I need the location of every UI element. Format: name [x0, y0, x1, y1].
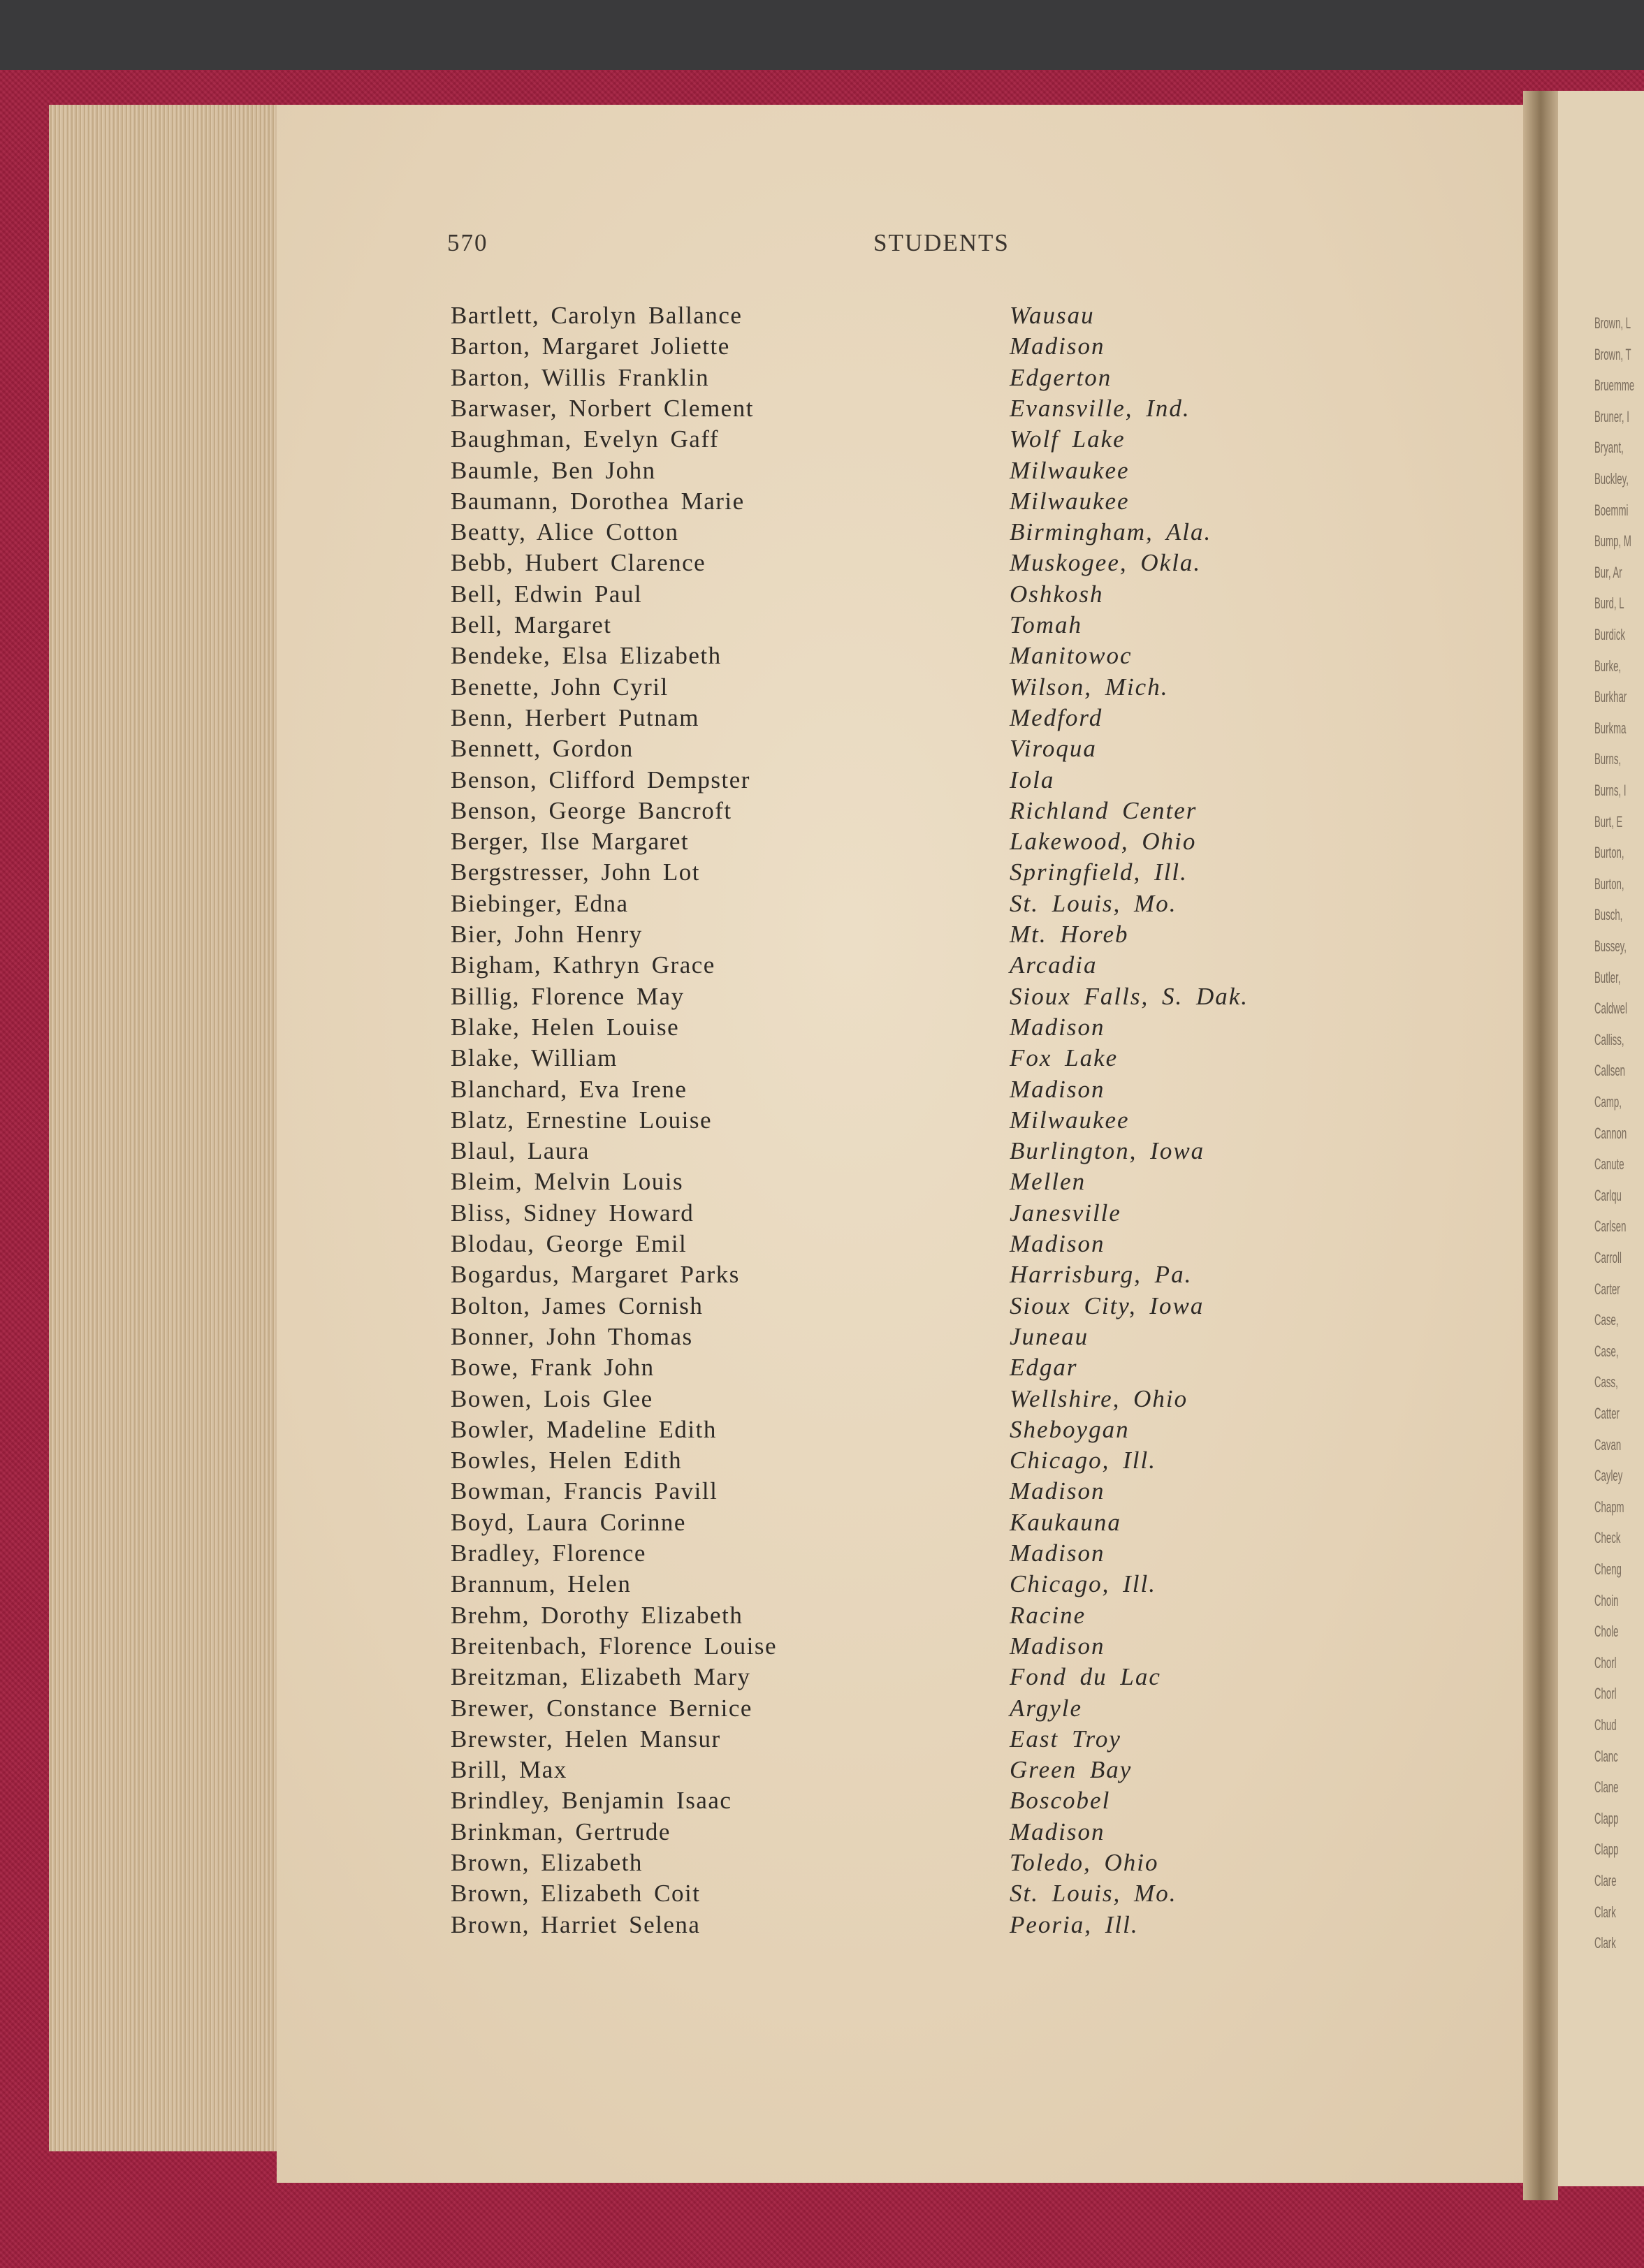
student-name: Barton, Margaret Joliette: [451, 332, 730, 360]
facing-page-stub: Cannon: [1594, 1124, 1627, 1142]
student-hometown: Janesville: [1010, 1199, 1121, 1227]
facing-page-stub: Burns,: [1594, 750, 1622, 768]
facing-page-stub: Bump, M: [1594, 532, 1631, 550]
student-hometown: Edgar: [1010, 1354, 1078, 1382]
student-hometown: Mt. Horeb: [1010, 921, 1129, 948]
student-hometown: Lakewood, Ohio: [1010, 828, 1197, 856]
facing-page-stub: Cheng: [1594, 1560, 1622, 1578]
student-name: Brewster, Helen Mansur: [451, 1725, 721, 1753]
student-hometown: Wilson, Mich.: [1010, 673, 1169, 701]
facing-page-stub: Brown, T: [1594, 345, 1631, 363]
student-hometown: Madison: [1010, 1230, 1105, 1257]
student-name: Bergstresser, John Lot: [451, 858, 700, 886]
student-name: Brill, Max: [451, 1756, 567, 1784]
facing-page-stub: Boemmi: [1594, 501, 1629, 519]
facing-page-stub: Chorl: [1594, 1685, 1617, 1703]
student-name: Blanchard, Eva Irene: [451, 1075, 688, 1103]
facing-page-stub: Burke,: [1594, 657, 1622, 675]
student-name: Brehm, Dorothy Elizabeth: [451, 1601, 743, 1629]
student-hometown: St. Louis, Mo.: [1010, 889, 1177, 917]
student-hometown: Tomah: [1010, 611, 1083, 638]
student-name: Brown, Elizabeth Coit: [451, 1880, 701, 1908]
student-hometown: Milwaukee: [1010, 1106, 1130, 1134]
facing-page-stub: Camp,: [1594, 1093, 1622, 1111]
facing-page-stub: Cayley: [1594, 1467, 1623, 1485]
student-name: Blatz, Ernestine Louise: [451, 1106, 713, 1134]
student-name: Baughman, Evelyn Gaff: [451, 425, 720, 453]
student-name: Bartlett, Carolyn Ballance: [451, 302, 743, 329]
student-name: Bier, John Henry: [451, 921, 643, 948]
facing-page-stub: Chorl: [1594, 1653, 1617, 1671]
student-name: Bowles, Helen Edith: [451, 1447, 683, 1475]
facing-page-stub: Carlsen: [1594, 1217, 1627, 1236]
student-name: Billig, Florence May: [451, 982, 685, 1010]
student-name: Blaul, Laura: [451, 1137, 590, 1165]
facing-page-stub: Clane: [1594, 1778, 1619, 1797]
student-hometown: Birmingham, Ala.: [1010, 518, 1212, 546]
student-name: Barwaser, Norbert Clement: [451, 394, 754, 422]
facing-page-stub: Bruner, I: [1594, 407, 1629, 425]
student-name: Brown, Harriet Selena: [451, 1910, 701, 1938]
student-hometown: Medford: [1010, 703, 1103, 731]
student-hometown: Edgerton: [1010, 363, 1112, 391]
student-hometown: Kaukauna: [1010, 1508, 1121, 1536]
student-hometown: East Troy: [1010, 1725, 1121, 1753]
student-hometown: Madison: [1010, 1632, 1105, 1660]
student-name: Beatty, Alice Cotton: [451, 518, 679, 546]
student-name: Benette, John Cyril: [451, 673, 669, 701]
student-name: Brindley, Benjamin Isaac: [451, 1787, 732, 1815]
student-name: Benson, Clifford Dempster: [451, 766, 750, 793]
student-name: Bowen, Lois Glee: [451, 1384, 653, 1412]
student-hometown: Argyle: [1010, 1694, 1082, 1722]
student-name: Bleim, Melvin Louis: [451, 1168, 684, 1196]
student-name: Baumle, Ben John: [451, 456, 656, 484]
student-hometown: Green Bay: [1010, 1756, 1133, 1784]
student-name: Bowe, Frank John: [451, 1354, 655, 1382]
student-hometown: Arcadia: [1010, 951, 1098, 979]
facing-page-stub: Buckley,: [1594, 470, 1629, 488]
facing-page-stub: Clanc: [1594, 1747, 1618, 1765]
student-hometown: Madison: [1010, 1817, 1105, 1845]
student-hometown: Harrisburg, Pa.: [1010, 1261, 1193, 1289]
student-hometown: Wellshire, Ohio: [1010, 1384, 1188, 1412]
facing-page-stub: Check: [1594, 1529, 1621, 1547]
facing-page-stub: Chole: [1594, 1623, 1619, 1641]
student-name: Brinkman, Gertrude: [451, 1817, 671, 1845]
student-name: Blake, Helen Louise: [451, 1013, 680, 1041]
student-name: Benn, Herbert Putnam: [451, 703, 699, 731]
student-name: Benson, George Bancroft: [451, 796, 732, 824]
running-head: STUDENTS: [873, 229, 1010, 256]
student-name: Bradley, Florence: [451, 1539, 646, 1567]
facing-page-stub: Burkhar: [1594, 688, 1627, 706]
facing-page-stub: Bussey,: [1594, 937, 1627, 955]
facing-page-stub: Calliss,: [1594, 1030, 1624, 1048]
facing-page-stub: Clark: [1594, 1903, 1616, 1921]
student-hometown: Boscobel: [1010, 1787, 1111, 1815]
facing-page-stub: Canute: [1594, 1155, 1624, 1173]
facing-page-stub: Case,: [1594, 1311, 1619, 1329]
student-hometown: Sioux Falls, S. Dak.: [1010, 982, 1249, 1010]
student-hometown: Madison: [1010, 1477, 1105, 1505]
student-name: Blake, William: [451, 1044, 618, 1072]
facing-page-stub: Burd, L: [1594, 594, 1624, 613]
student-name: Bonner, John Thomas: [451, 1322, 693, 1350]
student-hometown: St. Louis, Mo.: [1010, 1880, 1177, 1908]
student-hometown: Oshkosh: [1010, 580, 1104, 608]
facing-page-stub: Burkma: [1594, 719, 1627, 737]
student-hometown: Viroqua: [1010, 735, 1097, 763]
facing-page-stub: Burdick: [1594, 626, 1626, 643]
student-hometown: Madison: [1010, 1013, 1105, 1041]
student-name: Baumann, Dorothea Marie: [451, 487, 745, 515]
facing-page-stub: Carroll: [1594, 1249, 1622, 1266]
student-name: Bell, Edwin Paul: [451, 580, 643, 608]
student-name: Bogardus, Margaret Parks: [451, 1261, 740, 1289]
student-name: Bowler, Madeline Edith: [451, 1415, 717, 1443]
student-hometown: Racine: [1010, 1601, 1086, 1629]
student-hometown: Muskogee, Okla.: [1010, 549, 1202, 577]
student-hometown: Springfield, Ill.: [1010, 858, 1188, 886]
facing-page-stub: Clapp: [1594, 1841, 1619, 1859]
student-hometown: Madison: [1010, 1075, 1105, 1103]
facing-page-stub: Cass,: [1594, 1373, 1618, 1391]
student-name: Bowman, Francis Pavill: [451, 1477, 718, 1505]
student-hometown: Juneau: [1010, 1322, 1089, 1350]
student-hometown: Wausau: [1010, 302, 1095, 329]
facing-page-stub: Carter: [1594, 1280, 1620, 1298]
facing-page-stub: Chud: [1594, 1716, 1617, 1734]
student-name: Biebinger, Edna: [451, 889, 629, 917]
student-name: Bennett, Gordon: [451, 735, 634, 763]
student-hometown: Evansville, Ind.: [1010, 394, 1191, 422]
student-hometown: Manitowoc: [1010, 642, 1133, 670]
student-hometown: Fox Lake: [1010, 1044, 1119, 1072]
student-hometown: Milwaukee: [1010, 456, 1130, 484]
student-name: Brown, Elizabeth: [451, 1849, 643, 1876]
student-hometown: Iola: [1010, 766, 1055, 793]
student-name: Bigham, Kathryn Grace: [451, 951, 715, 979]
facing-page-stub: Catter: [1594, 1405, 1620, 1422]
student-name: Breitzman, Elizabeth Mary: [451, 1663, 751, 1691]
student-name: Boyd, Laura Corinne: [451, 1508, 686, 1536]
student-hometown: Sheboygan: [1010, 1415, 1130, 1443]
facing-page-stub: Burton,: [1594, 844, 1624, 862]
student-name: Bell, Margaret: [451, 611, 612, 638]
facing-page-stub: Brown, L: [1594, 314, 1631, 332]
facing-page-stub: Caldwel: [1594, 1000, 1627, 1018]
student-name: Berger, Ilse Margaret: [451, 828, 690, 856]
student-name: Bendeke, Elsa Elizabeth: [451, 642, 722, 670]
student-hometown: Toledo, Ohio: [1010, 1849, 1159, 1876]
facing-page-stub: Clare: [1594, 1872, 1617, 1889]
facing-page-stub: Cavan: [1594, 1435, 1622, 1454]
student-name: Breitenbach, Florence Louise: [451, 1632, 778, 1660]
student-name: Bliss, Sidney Howard: [451, 1199, 694, 1227]
student-hometown: Chicago, Ill.: [1010, 1570, 1156, 1598]
student-name: Brannum, Helen: [451, 1570, 632, 1598]
facing-page-stub: Busch,: [1594, 906, 1623, 924]
student-hometown: Chicago, Ill.: [1010, 1447, 1156, 1475]
page-number: 570: [447, 229, 488, 256]
student-hometown: Peoria, Ill.: [1010, 1910, 1139, 1938]
facing-page-stub: Case,: [1594, 1342, 1619, 1360]
student-hometown: Fond du Lac: [1010, 1663, 1161, 1691]
facing-page-stub: Choin: [1594, 1591, 1619, 1609]
student-name: Barton, Willis Franklin: [451, 363, 710, 391]
facing-page-stub: Burns, I: [1594, 782, 1627, 799]
facing-page-stub: Chapm: [1594, 1498, 1624, 1516]
facing-page-stub: Burton,: [1594, 875, 1624, 893]
facing-page-stub: Clark: [1594, 1934, 1616, 1952]
student-hometown: Sioux City, Iowa: [1010, 1292, 1205, 1319]
facing-page-stub: Clapp: [1594, 1809, 1619, 1827]
student-hometown: Mellen: [1010, 1168, 1086, 1196]
student-hometown: Richland Center: [1010, 796, 1198, 824]
facing-page-stub: Callsen: [1594, 1062, 1626, 1080]
facing-page-stub: Carlqu: [1594, 1186, 1622, 1204]
facing-page-stub: Bruemme: [1594, 376, 1635, 395]
facing-page-stub: Bur, Ar: [1594, 563, 1622, 581]
facing-page-stub: Burt, E: [1594, 812, 1623, 831]
student-name: Brewer, Constance Bernice: [451, 1694, 752, 1722]
student-hometown: Madison: [1010, 1539, 1105, 1567]
student-hometown: Wolf Lake: [1010, 425, 1126, 453]
student-hometown: Madison: [1010, 332, 1105, 360]
student-name: Blodau, George Emil: [451, 1230, 688, 1257]
student-hometown: Milwaukee: [1010, 487, 1130, 515]
student-name: Bolton, James Cornish: [451, 1292, 704, 1319]
student-hometown: Burlington, Iowa: [1010, 1137, 1205, 1165]
facing-page-stub: Butler,: [1594, 968, 1621, 986]
facing-page-stub: Bryant,: [1594, 439, 1624, 457]
student-name: Bebb, Hubert Clarence: [451, 549, 706, 577]
